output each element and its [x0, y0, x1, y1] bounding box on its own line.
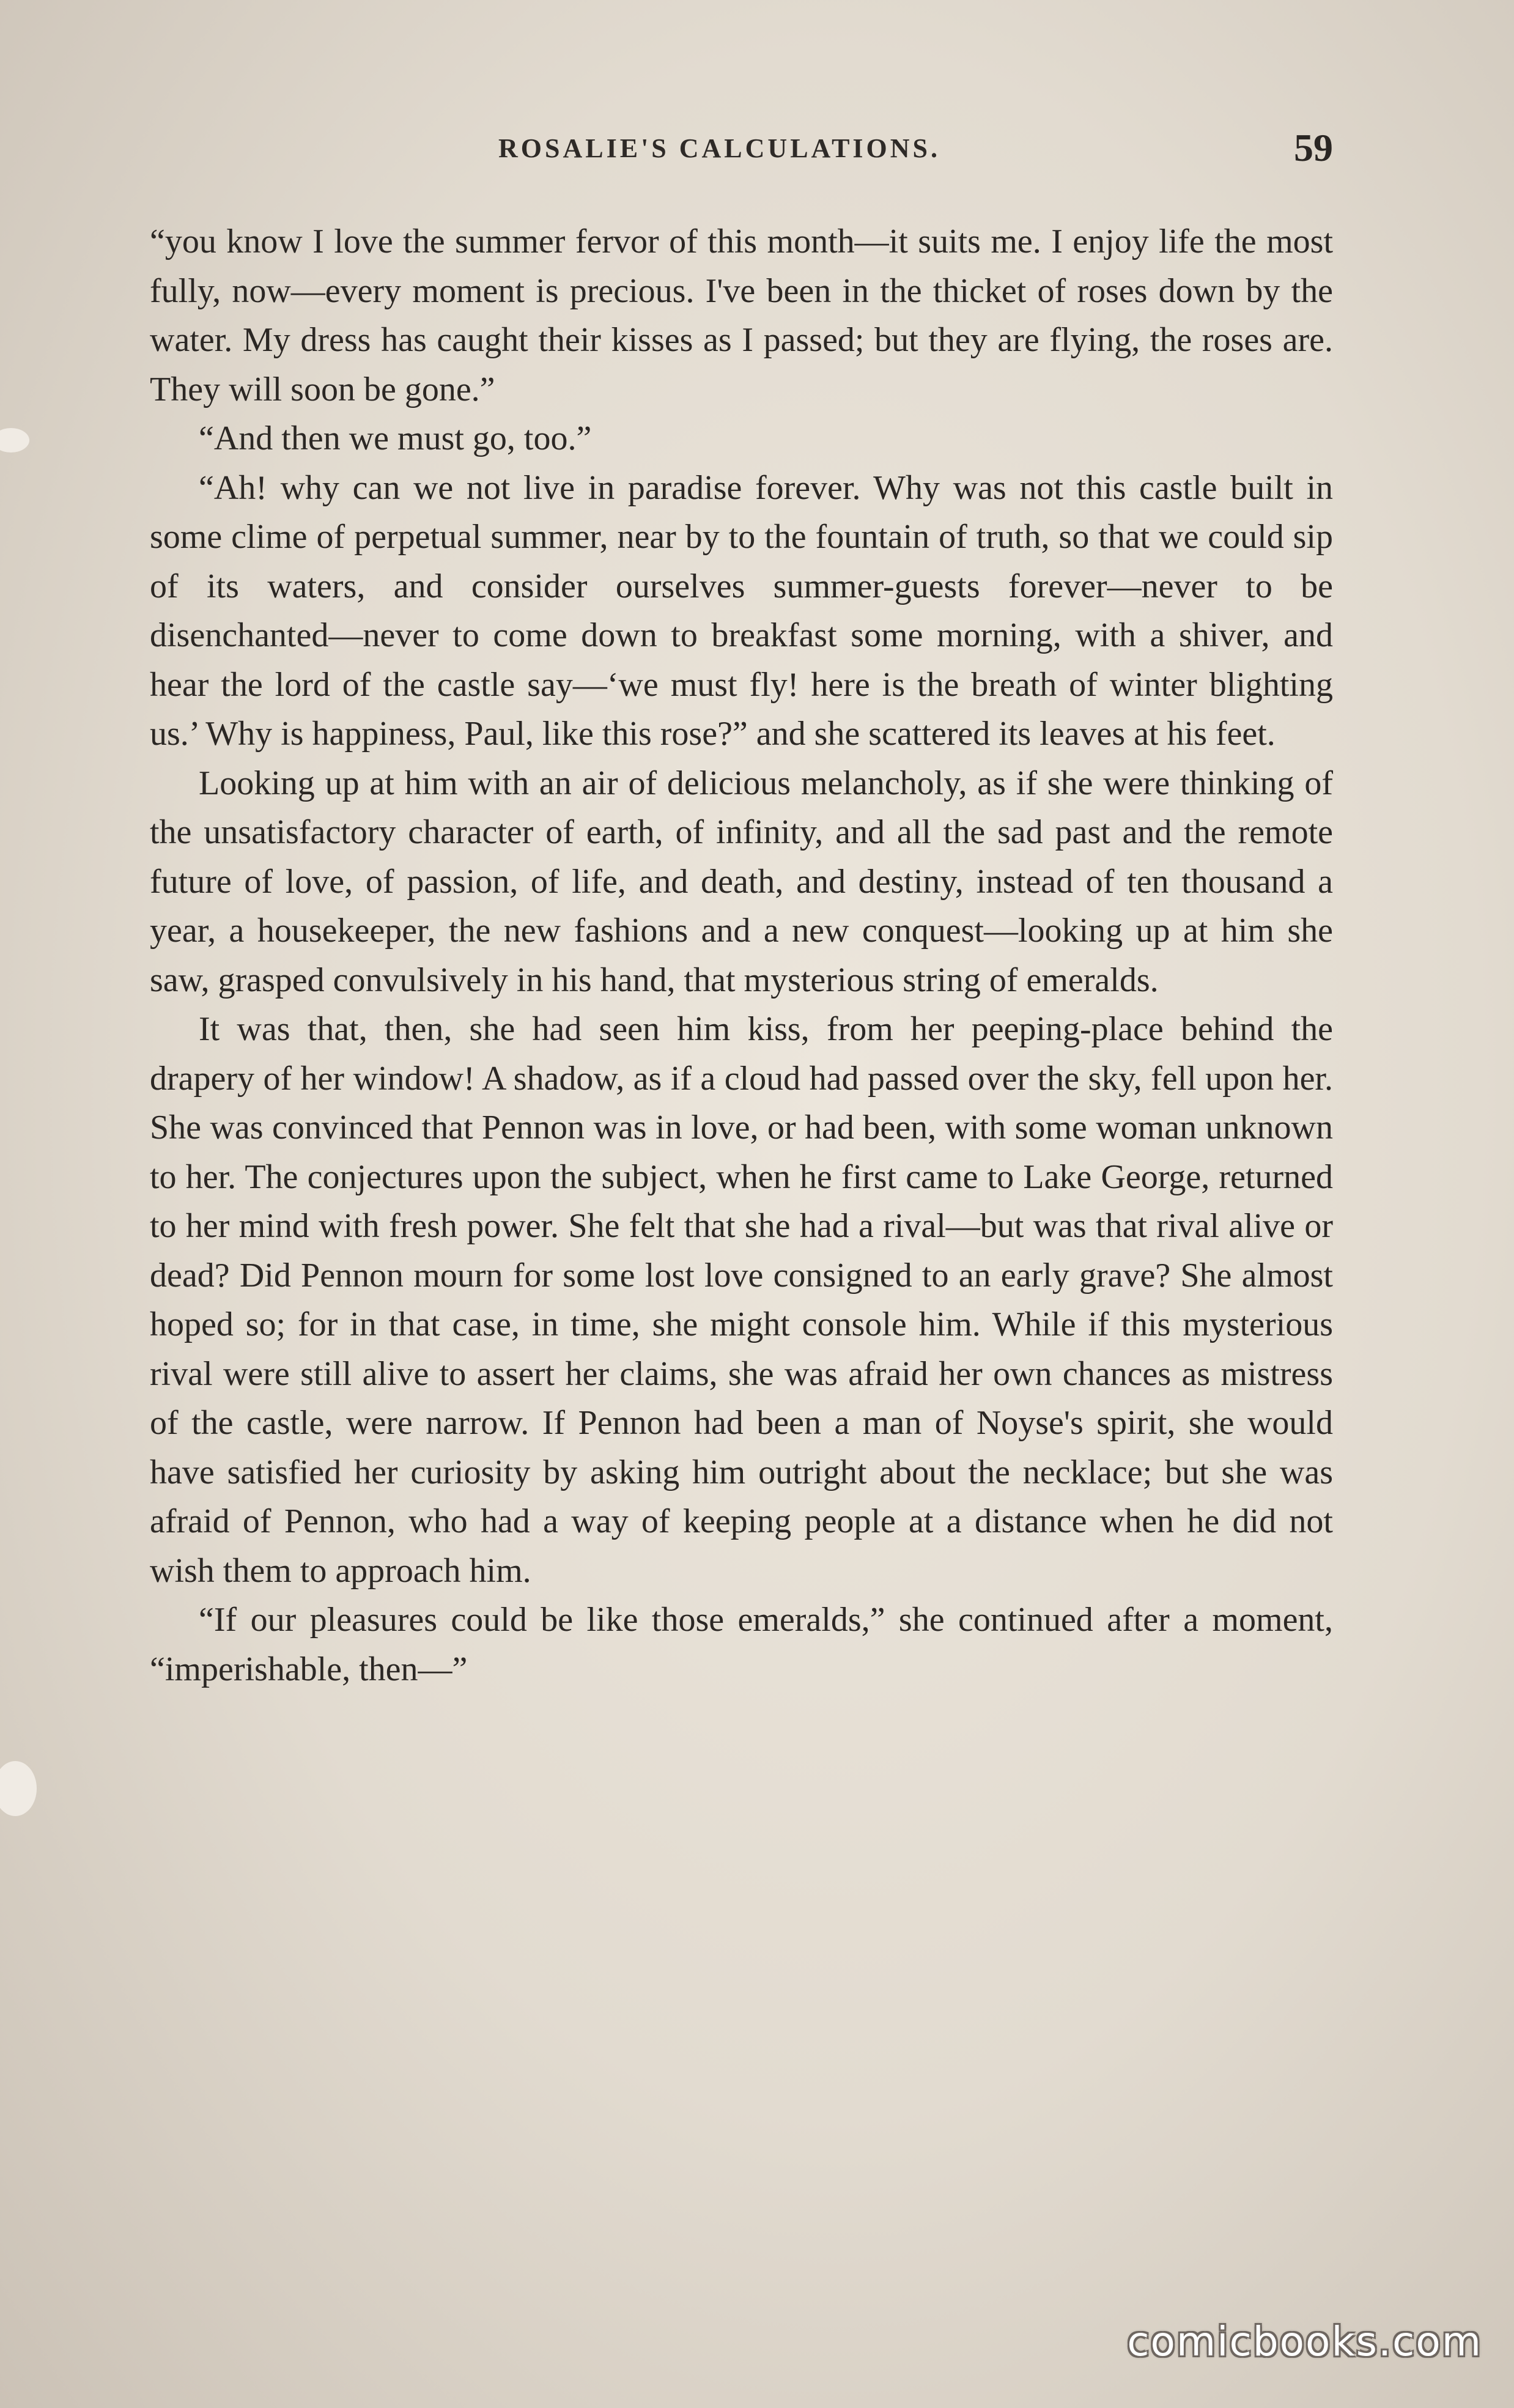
watermark: comicbooks.com [1127, 2318, 1482, 2365]
running-head: ROSALIE'S CALCULATIONS. [498, 133, 941, 163]
page-header [150, 125, 1333, 174]
page-damage-mark [0, 428, 29, 452]
paragraph: “And then we must go, too.” [199, 419, 592, 457]
page-damage-mark [0, 1761, 37, 1816]
paragraph: “Ah! why can we not live in paradise forever. Why was not this castle built in some clime of perpetual summer, near by to the fountain of truth, so that we could sip of its waters, and consider ourselves summer-guests forever—never to be disenchanted—never to come down to breakfast some morning, with a shiver, and hear the lord of the castle say—‘we must fly! here is the breath of winter blighting us.’ Why is happiness, Paul, like this rose?” and she scattered its leaves at his feet. [150, 468, 1333, 753]
paragraph: It was that, then, she had seen him kiss, from her peeping-place behind the drapery of her window! A shadow, as if a cloud had passed over the sky, fell upon her. She was convinced that Pennon was in love, or had been, with some woman unknown to her. The conjectures upon the subject, when he first came to Lake George, returned to her mind with fresh power. She felt that she had a rival—but was that rival alive or dead? Did Pennon mourn for some lost love consigned to an early grave? She almost hoped so; for in that case, in time, she might console him. While if this mysterious rival were still alive to assert her claims, she was afraid her own chances as mistress of the castle, were narrow. If Pennon had been a man of Noyse's spirit, she would have satisfied her curiosity by asking him outright about the necklace; but she was afraid of Pennon, who had a way of keeping people at a distance when he did not wish them to approach him. [150, 1010, 1333, 1590]
paragraph: Looking up at him with an air of delicious melancholy, as if she were thinking of the unsatisfactory character of earth, of infinity, and all the sad past and the remote future of love, of passion, of life, and death, and destiny, instead of ten thousand a year, a housekeeper, the new fashions and a new conquest—looking up at him she saw, grasped convulsively in his hand, that mysterious string of emeralds. [150, 764, 1333, 999]
paragraph: “If our pleasures could be like those emeralds,” she continued after a moment, “imperishable, then—” [150, 1601, 1333, 1688]
body-text [150, 217, 1333, 1694]
page-number: 59 [1294, 126, 1333, 169]
paragraph: “you know I love the summer fervor of this month—it suits me. I enjoy life the most fully, now—every moment is precious. I've been in the thicket of roses down by the water. My dress has caught their kisses as I passed; but they are flying, the roses are. They will soon be gone.” [150, 223, 1333, 408]
